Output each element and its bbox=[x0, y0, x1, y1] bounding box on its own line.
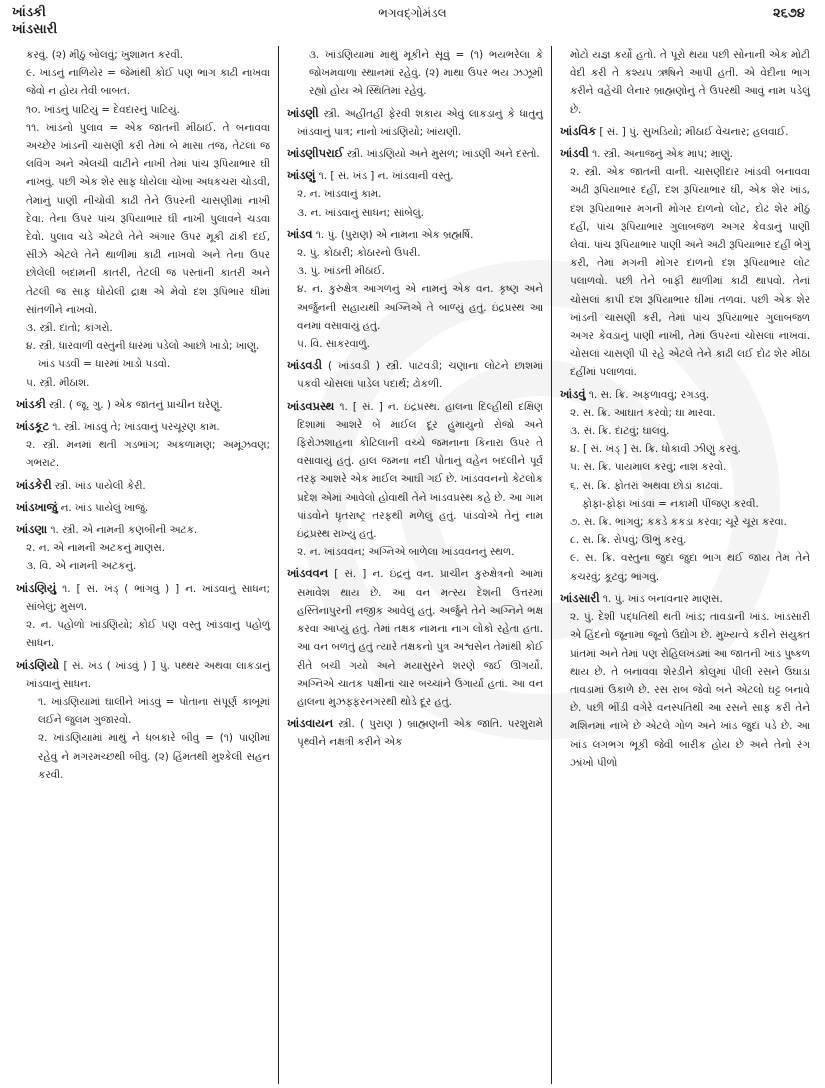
headword: ખાંડકૂટ bbox=[16, 419, 50, 434]
headword: ખાંડવ bbox=[287, 226, 313, 241]
idiom-definition bbox=[16, 729, 270, 784]
definition-text: ૫. સ. ક્રિ. પાયમાલ કરવું; નાશ કરવો. bbox=[570, 461, 727, 474]
definition-text: ૨. ખાંડણિયામાં માથું ને ધબકારે બીવું = (૧) પાણીમાં રહેવું ને મગરમચ્છથી બીવું. (૨) હિંમતથી મુશ્કેલી સહન કરવી. bbox=[38, 732, 270, 781]
definition-sense bbox=[16, 374, 270, 392]
definition-sense bbox=[560, 404, 810, 422]
headword: ખાંડકી bbox=[16, 396, 46, 411]
dictionary-entry bbox=[287, 564, 543, 711]
definition-text: ન. ખાંડ પાયેલું ખાજું. bbox=[57, 501, 149, 514]
definition-text: સ્ત્રી. ( પુરાણ ) બ્રાહ્મણની એક જાતિ. પરશુરામે પૃથ્વીને નક્ષત્રી કરીને એક bbox=[297, 718, 543, 749]
definition-sense bbox=[560, 608, 810, 772]
column-middle bbox=[278, 46, 551, 1084]
dictionary-entry bbox=[16, 520, 270, 539]
headword: ખાંડણા bbox=[16, 522, 48, 537]
headword: ખાંડણું bbox=[287, 168, 316, 183]
definition-text: ૩. વિ. એ નામની અટકનું. bbox=[26, 560, 137, 573]
definition-text: ૧. પું. ખાંડ બનાવનાર માણસ. bbox=[599, 592, 723, 605]
definition-sense bbox=[560, 46, 810, 119]
definition-sense bbox=[16, 436, 270, 472]
definition-text: [ સં. ખંડ ( ખાંડવું ) ] પું. પથ્થર અથવા લાકડાનું ખાંડવાનું સાધન. bbox=[26, 659, 270, 690]
definition-text: ૩. ન. ખાંડવાનું સાધન; સાંબેલું. bbox=[297, 206, 424, 219]
headword: ખાંડવાયન bbox=[287, 716, 334, 731]
definition-text: ૧૧. ખાંડનો પુલાવ = એક જાતની મીઠાઈ. તે બનાવવા અચ્છેર ખાંડની ચાસણી કરી તેમાં બે માસા તજ, તેટલાં જ લવિંગ અને એલચી વાટીને નાખી તેમાં પાંચ રૂપિયાભાર ઘી નાખવું. પછી એક શેર સાફ ધોયેલા ચોખા અધકચરા ચોડવી, તેમાંનું પાણી નીચોવી કાઢી તેને ઉપરની ચાસણીમાં નાખી દેવા. તેના ઉપર પાંચ રૂપિયાભાર ઘી નાખી પુલાવને ચડવા દેવો. પુલાવ ચડે એટલે તેને અંગાર ઉપર મૂકી ઢાંકી દઈ, સીઝે એટલે તેને થાળીમાં કાઢી નાખવો અને તેના ઉપર છોલેલી બદામની કાતરી, તેટલી જ પસ્તાંની કાતરી અને તેટલી જ સાફ ધોયેલી દ્રાક્ષ એ મેવો દશ રૂપિભાર ઘીમાં સાંતળીને નાખવો. bbox=[26, 121, 270, 316]
definition-text: ૧. સ્ત્રી. એ નામની કણબીની અટક. bbox=[47, 524, 198, 537]
headword: ખાંડકેરી bbox=[16, 477, 52, 492]
definition-text: મોટો યજ્ઞ કર્યો હતો. તે પૂરો થયા પછી સોનાની એક મોટી વેદી કરી તે કશ્યપ ઋષિને આપી હતી. એ વેદીના ભાગ કરીને વહેંચી લેનાર બ્રાહ્મણોનું તે ઉપરથી આવું નામ પડેલું છે. bbox=[570, 49, 810, 116]
headword: ખાંડવું bbox=[560, 386, 586, 401]
definition-text: કરવું. (૨) મીઠું બોલવું; ખુશામત કરવી. bbox=[26, 49, 184, 61]
headword: ખાંડવડી bbox=[287, 358, 323, 373]
dictionary-entry bbox=[287, 397, 543, 544]
definition-text: ફોફાં-ફોફાં ખાંડવાં = નકામી પીંજણ કરવી. bbox=[582, 497, 759, 510]
dictionary-entry bbox=[16, 395, 270, 414]
page-title: ભગવદ્ગોમંડલ bbox=[378, 6, 447, 20]
definition-sense bbox=[560, 440, 810, 458]
definition-text: ૩. સ્ત્રી. દાંતો; કાંગરો. bbox=[26, 322, 113, 335]
headword: ખાંડણિયો bbox=[16, 657, 60, 672]
definition-sense bbox=[287, 280, 543, 335]
definition-sense bbox=[16, 557, 270, 575]
definition-text: ૧. ખાંડણિયામાં ઘાલીને ખાંડવું = પોતાના સંપૂર્ણ કાબૂમાં લઈને જુલમ ગુજારવો. bbox=[38, 695, 270, 727]
headword: ખાંડવિક bbox=[560, 123, 597, 138]
idiom-definition bbox=[16, 355, 270, 373]
definition-sense bbox=[287, 543, 543, 561]
definition-sense bbox=[16, 616, 270, 652]
idiom-definition bbox=[16, 693, 270, 729]
definition-text: ૨. સ્ત્રી. મનમાં થતી ગડભાંગ; અકળામણ; અમૂંઝવણ; ગભરાટ. bbox=[26, 439, 270, 470]
definition-text: સ્ત્રી. ખાંડ પાયેલી કેરી. bbox=[51, 479, 146, 492]
definition-sense bbox=[16, 539, 270, 557]
definition-sense bbox=[560, 458, 810, 476]
definition-text: ૩. સ. ક્રિ. દાટવું; ઘાલવું. bbox=[570, 425, 670, 438]
definition-text: ૪. [ સં. ખંડ્ ] સ. ક્રિ. ધોકાવી ઝીણું કરવું. bbox=[570, 443, 741, 456]
dictionary-entry bbox=[287, 144, 543, 163]
page-number: ૨૬૭૪ bbox=[772, 6, 805, 21]
definition-sense bbox=[560, 477, 810, 495]
headword: ખાંડવપ્રસ્થ bbox=[287, 398, 335, 413]
definition-text: ૩. ખાંડણિયામાં માથું મૂકીને સૂવું = (૧) ભયભરેલા કે જોખમવાળા સ્થાનમાં રહેવું. (૨) માથા ઉપર ભય ઝઝૂમી રહ્યો હોય એ સ્થિતિમાં રહેવું. bbox=[309, 49, 543, 98]
headword: ખાંડવવન bbox=[287, 566, 329, 581]
headword: ખાંડખાજું bbox=[16, 499, 58, 514]
headword: ખાંડસારી bbox=[560, 590, 600, 605]
definition-text: ૧. [ સં. ] ન. ઇંદ્રપ્રસ્થ. હાલના દિલ્હીથી દક્ષિણ દિશામાં આશરે બે માઈલ દૂર હુમાયુનો રોજો અને ફિરોઝશાહના કોટિલાની વચ્ચે જમનાના કિનારા ઉપર તે વસાવાયું હતું. હાલ જમના નદી પોતાનું વહેન બદલીને પૂર્વ તરફ આશરે એક માઈલ આઘી ગઈ છે. ખાંડવવનનો કેટલોક પ્રદેશ એમાં આવેલો હોવાથી તેને ખાંડવપ્રસ્થ કહે છે. આ ગામ પાંડવોને ધૃતરાષ્ટ્ર તરફથી મળેલું હતું. પાંડવોએ તેનું નામ ઇંદ્રપ્રસ્થ રાખ્યું હતું. bbox=[297, 400, 543, 541]
dictionary-entry bbox=[16, 656, 270, 693]
definition-text: ૧. [ સં. ખંડ ] ન. ખાંડવાની વસ્તુ. bbox=[315, 170, 454, 183]
dictionary-entry bbox=[16, 498, 270, 517]
dictionary-entry bbox=[287, 714, 543, 751]
headword: ખાંડણિયું bbox=[16, 580, 57, 595]
definition-text: સ્ત્રી. ખાંડણિયો અને મુસળ; ખાંડણી અને દસ્તો. bbox=[343, 148, 540, 161]
definition-text: ૨. પું. કોઠારી; કોઠારનો ઉપરી. bbox=[297, 247, 421, 260]
guide-word-last: ખાંડસારી bbox=[12, 22, 58, 37]
idiom-definition bbox=[287, 46, 543, 101]
definition-text: ખાંડ પડવી = ધારમાં ખાડો પડવો. bbox=[38, 358, 171, 371]
definition-sense bbox=[287, 204, 543, 222]
definition-text: [ સં. ] ન. ઇંદ્રનું વન. પ્રાચીન કુરુક્ષેત્રનો આમાં સમાવેશ થાય છે. આ વન મત્સ્ય દેશની ઉત્તરમાં હસ્તિનાપુરની નજીક આવેલું હતું. અર્જુને તેને અગ્નિને ભક્ષ કરવા આપ્યું હતું. તેમાં તક્ષક નામના નાગ લોકો રહેતા હતા. આ વન બળતું હતું ત્યારે તક્ષકનો પુત્ર અશ્વસેન તેમાંથી કોઈ રીતે બચી ગયો અને મયાસુરને શરણે જઈ ઊગર્યો. અગ્નિએ ચાતક પક્ષીનાં ચાર બચ્ચાંને ઉગાર્યાં હતાં. આ વન હાલના મુઝફ્ફરનગરથી થોડે દૂર હતું. bbox=[297, 568, 543, 708]
definition-text: ૨. સ. ક્રિ. આઘાત કરવો; ઘા મારવા. bbox=[570, 406, 716, 419]
definition-text: ૨. ન. એ નામની અટકનું માણસ. bbox=[26, 542, 166, 555]
dictionary-entry bbox=[560, 122, 810, 141]
definition-sense bbox=[287, 244, 543, 262]
guide-word-first: ખાંડકી bbox=[12, 5, 46, 20]
column-left bbox=[12, 46, 278, 1084]
definition-sense bbox=[287, 262, 543, 280]
dictionary-entry bbox=[560, 144, 810, 163]
definition-sense bbox=[560, 163, 810, 381]
definition-text: ૯. ખાંડનું નાળિયેર = જેમાંથી કોઈ પણ ભાગ કાઢી નાખવા જેવો ન હોય તેવી બાબત. bbox=[26, 67, 270, 98]
headword: ખાંડવી bbox=[560, 146, 589, 161]
definition-sense bbox=[16, 319, 270, 337]
idiom-definition bbox=[560, 495, 810, 513]
definition-text: ૧. પું. (પુરાણ) એ નામના એક બ્રહ્મર્ષિ. bbox=[312, 228, 474, 241]
definition-sense bbox=[16, 64, 270, 100]
definition-text: ૮. સ. ક્રિ. રોપવું; ઊભું કરવું. bbox=[570, 534, 687, 547]
definition-text: ૧. સ્ત્રી. ખાંડવું તે; ખાંડવાનું પરચૂરણ કામ. bbox=[49, 421, 220, 434]
definition-sense bbox=[560, 422, 810, 440]
dictionary-entry bbox=[16, 579, 270, 616]
definition-sense bbox=[16, 46, 270, 64]
definition-text: ૫. સ્ત્રી. મીઠાશ. bbox=[26, 376, 90, 389]
definition-text: ૨. ન. ખાંડવવન; અગ્નિએ બાળેલા ખાંડવવનનું સ્થળ. bbox=[297, 546, 515, 559]
definition-text: ૧. સ. ક્રિ. અફળાવવું; રગડવું. bbox=[585, 388, 710, 401]
definition-sense bbox=[16, 119, 270, 319]
definition-sense bbox=[560, 513, 810, 531]
page-header bbox=[0, 0, 825, 44]
dictionary-entry bbox=[560, 589, 810, 608]
headword: ખાંડણી bbox=[287, 105, 319, 120]
dictionary-entry bbox=[16, 417, 270, 436]
definition-text: ( ખાંડવડી ) સ્ત્રી. પાટવડી; ચણાના લોટને છાશમાં પકવી ચોસલાં પાડેલ પદાર્થ; ઢોકળી. bbox=[297, 360, 543, 391]
definition-text: ૪. ન. કુરુક્ષેત્ર આગળનું એ નામનું એક વન. કૃષ્ણ અને અર્જુનની સહાયથી અગ્નિએ તે બાળ્યું હતું. ઇંદ્રપ્રસ્થ આ વનમાં વસાવાયું હતું. bbox=[297, 283, 543, 332]
definition-text: ૩. પું. ખાંડની મીઠાઈ. bbox=[297, 265, 385, 278]
definition-text: ૨. ન. ખાંડવાનું કામ. bbox=[297, 188, 382, 201]
definition-text: [ સં. ] પું. સુખડિયો; મીઠાઈ વેચનાર; હલવાઈ. bbox=[596, 125, 789, 138]
dictionary-entry bbox=[287, 356, 543, 393]
dictionary-entry bbox=[287, 225, 543, 244]
dictionary-entry bbox=[287, 166, 543, 185]
definition-text: ૨. ન. પહોળો ખાંડણિયો; કોઈ પણ વસ્તુ ખાંડવાનું પહોળું સાધન. bbox=[26, 619, 270, 650]
definition-text: ૧. સ્ત્રી. અનાજનું એક માપ; માણું. bbox=[588, 148, 733, 161]
definition-text: ૨. સ્ત્રી. એક જાતની વાની. ચાસણીદાર ખાંડવી બનાવવા અઢી રૂપિયાભાર દહીં, દશ રૂપિયાભાર ઘી, એક શેર ખાંડ, દશ રૂપિયાભાર મગની મોગર દાળનો લોટ, દોઢ શેર મીઠું દહીં, પાંચ રૂપિયાભાર ગુલાબજળ અગર કેવડાનું પાણી લેવાં. પાંચ રૂપિયાભાર પાણી અને અઢી રૂપિયાભાર દહીં ભેગું કરી, તેમાં મગની મોગર દાળનો દશ રૂપિયાભાર લોટ પલાળવો. પછી તેને બાફી થાળીમાં કાઢી થાપવો. તેનાં ચોસલાં કાપી દશ રૂપિયાભાર ઘીમાં તળવાં. પછી એક શેર ખાંડની ચાસણી કરી, તેમાં પાંચ રૂપિયાભાર ગુલાબજળ અગર કેવડાનું પાણી નાખી, તેમાં ઉપરનાં ચોસલાં નાખવાં. ચોસલાં ચાસણી પી રહે એટલે તેને કાઢી લઈ દોઢ શેર મીઠા દહીંમાં પલાળવાં. bbox=[570, 166, 810, 379]
definition-text: ૧૦. ખાંડનું પાટિયું = દેવદારનું પાટિયું. bbox=[26, 103, 180, 116]
dictionary-columns bbox=[12, 46, 818, 1084]
definition-text: સ્ત્રી. ( જૂ. ગુ. ) એક જાતનું પ્રાચીન ઘરેણું. bbox=[45, 398, 223, 411]
definition-sense bbox=[287, 185, 543, 203]
dictionary-entry bbox=[287, 104, 543, 141]
definition-text: ૨. પું. દેશી પદ્ધતિથી થતી ખાંડ; તાવડાની ખાંડ. ખાંડસારી એ હિંદનો જૂનામાં જૂનો ઉદ્યોગ છે. મુખ્યત્વે કરીને સંયુક્ત પ્રાંતમાં અને તેમાં પણ રોહિલખંડમાં આ જાતની ખાંડ પુષ્કળ થાય છે. તે બનાવવા શેરડીને કોલુમાં પીલી રસને ઉઘાડા તાવડામાં ઉકાળે છે. રસ રાબ જેવો બને એટલો ઘટ્ટ બનાવે છે. પછી ભીંડી વગેરે વનસ્પતિથી આ રસને સાફ કરી તેને મશિનમાં નાખે છે એટલે ગોળ અને ખાંડ જુદાં પડે છે. આ ખાંડ લગભગ ભૂકી જેવી બારીક હોય છે અને તેનો રંગ ઝાંખો પીળો bbox=[570, 611, 810, 769]
dictionary-entry bbox=[16, 476, 270, 495]
dictionary-entry bbox=[560, 385, 810, 404]
definition-sense bbox=[16, 337, 270, 355]
definition-text: સ્ત્રી. અહીંતહીં ફેરવી શકાય એવું લાકડાનું કે ધાતુનું ખાંડવાનું પાત્ર; નાનો ખાંડણિયો; ખાંયણી. bbox=[297, 107, 543, 138]
column-right bbox=[551, 46, 818, 1084]
definition-text: ૪. સ્ત્રી. ધારવાળી વસ્તુની ધારમાં પડેલો આછો ખાડો; ખાણુ. bbox=[26, 340, 260, 353]
definition-text: ૫. વિ. સાકરવાળું. bbox=[297, 338, 370, 351]
definition-sense bbox=[560, 531, 810, 549]
definition-text: ૯. સ. ક્રિ. વસ્તુના જુદા જુદા ભાગ થઈ જાય તેમ તેને કચરવું; કૂટવું; ભાંગવું. bbox=[570, 552, 810, 583]
definition-text: ૧. [ સં. ખંડ્ ( ભાંગવું ) ] ન. ખાંડવાનું સાધન; સાંબેલું; મુસળ. bbox=[26, 582, 270, 613]
headword: ખાંડણીપરાઈ bbox=[287, 146, 344, 161]
definition-sense bbox=[16, 101, 270, 119]
definition-text: ૬. સ. ક્રિ. ફોતરાં અથવા છોડાં કાઢવાં. bbox=[570, 479, 723, 492]
definition-sense bbox=[560, 549, 810, 585]
definition-sense bbox=[287, 335, 543, 353]
definition-text: ૭. સ. ક્રિ. ભાંગવું; કકડે કકડા કરવા; ચૂરે ચૂરા કરવા. bbox=[570, 516, 787, 529]
